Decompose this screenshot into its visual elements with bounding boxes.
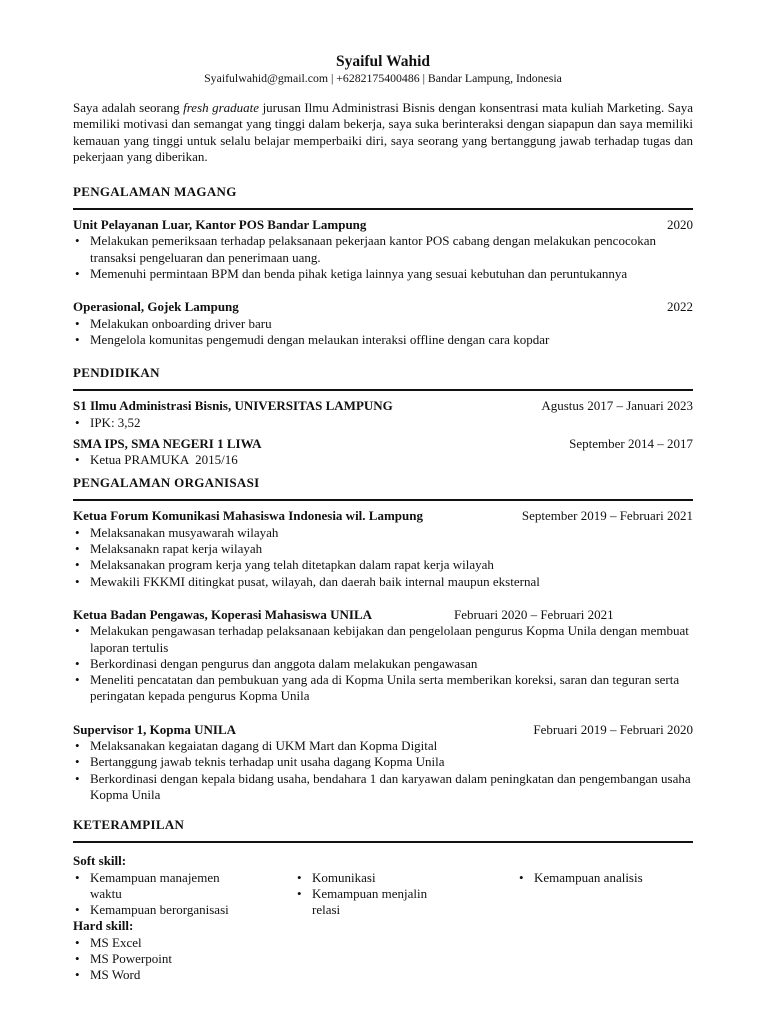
list-item: • Melakukan pengawasan terhadap pelaksanaan kebijakan dan pengelolaan pengurus Kopma Unila dengan membuat laporan tertulis xyxy=(73,623,693,656)
soft-skill-columns xyxy=(73,870,693,919)
soft-skill-label: Soft skill: xyxy=(73,853,127,869)
section-title: PENGALAMAN ORGANISASI xyxy=(73,475,260,491)
entry-supervisor xyxy=(73,722,693,803)
list-item: • Komunikasi xyxy=(295,870,517,886)
list-item: • Memenuhi permintaan BPM dan benda pihak ketiga lainnya yang sesuai kebutuhan dan peruntukannya xyxy=(73,266,693,282)
section-title: PENDIDIKAN xyxy=(73,365,160,381)
bullet-list xyxy=(73,452,693,468)
entry-date: September 2019 – Februari 2021 xyxy=(521,508,693,524)
list-item: • Melakukan onboarding driver baru xyxy=(73,316,693,332)
section-skills xyxy=(73,817,693,983)
entry-header xyxy=(73,722,693,738)
entry-fkkmi xyxy=(73,508,693,589)
list-item: • Kemampuan berorganisasi xyxy=(73,902,295,918)
list-item: • Ketua PRAMUKA 2015/16 xyxy=(73,452,693,468)
entry-title: S1 Ilmu Administrasi Bisnis, UNIVERSITAS LAMPUNG xyxy=(73,398,393,414)
section-internship xyxy=(73,184,693,348)
summary-italic-term: fresh graduate xyxy=(183,100,260,115)
soft-skill-list-3 xyxy=(517,870,693,919)
entry-date: September 2014 – 2017 xyxy=(569,435,693,451)
entry-title: Supervisor 1, Kopma UNILA xyxy=(73,721,237,737)
entry-header xyxy=(73,508,693,524)
bullet-list xyxy=(73,525,693,590)
list-item: • Bertanggung jawab teknis terhadap unit usaha dagang Kopma Unila xyxy=(73,754,693,770)
entry-university xyxy=(73,398,693,431)
entry-title: Operasional, Gojek Lampung xyxy=(73,299,239,315)
section-divider xyxy=(73,499,693,501)
entry-title: Ketua Forum Komunikasi Mahasiswa Indonesia wil. Lampung xyxy=(73,508,423,524)
bullet-list xyxy=(73,738,693,803)
bullet-list xyxy=(73,623,693,704)
list-item: • Kemampuan manajemen waktu xyxy=(73,870,295,903)
entry-badan-pengawas xyxy=(73,607,693,705)
list-item: • Melaksanakan program kerja yang telah ditetapkan dalam rapat kerja wilayah xyxy=(73,557,693,573)
list-item: • Melaksanakn rapat kerja wilayah xyxy=(73,541,693,557)
section-divider xyxy=(73,841,693,843)
hard-skill-list xyxy=(73,935,693,984)
entry-date: Februari 2019 – Februari 2020 xyxy=(533,721,693,737)
list-item: • IPK: 3,52 xyxy=(73,415,693,431)
entry-date: Agustus 2017 – Januari 2023 xyxy=(541,398,693,414)
candidate-name: Syaiful Wahid xyxy=(335,53,431,70)
soft-skill-list-1 xyxy=(73,870,295,919)
section-divider xyxy=(73,389,693,391)
section-title: PENGALAMAN MAGANG xyxy=(73,184,237,200)
list-item: • Mewakili FKKMI ditingkat pusat, wilayah, dan daerah baik internal maupun eksternal xyxy=(73,574,693,590)
list-item: • Berkordinasi dengan kepala bidang usaha, bendahara 1 dan karyawan dalam peningkatan dan pengembangan usaha Kopma Unila xyxy=(73,771,693,804)
section-education xyxy=(73,365,693,468)
entry-gojek xyxy=(73,299,693,348)
entry-header xyxy=(73,217,693,233)
entry-header xyxy=(73,398,693,414)
entry-header xyxy=(73,607,693,623)
entry-title: Unit Pelayanan Luar, Kantor POS Bandar Lampung xyxy=(73,217,367,233)
entry-date: 2022 xyxy=(667,299,693,315)
entry-title: SMA IPS, SMA NEGERI 1 LIWA xyxy=(73,435,262,451)
entry-pos xyxy=(73,217,693,282)
entry-highschool xyxy=(73,436,693,469)
resume-content xyxy=(73,53,693,984)
bullet-list xyxy=(73,415,693,431)
entry-date: Februari 2020 – Februari 2021 xyxy=(454,606,614,622)
section-divider xyxy=(73,208,693,210)
bullet-list xyxy=(73,316,693,349)
summary-text-end: jurusan Ilmu Administrasi Bisnis dengan konsentrasi mata kuliah Marketing. Saya memiliki motivasi dan semangat yang tinggi dalam bekerja, saya suka berinteraksi dengan siapapun dan saya memiliki kemauan yang tinggi untuk selalu belajar memperbaiki diri, saya seorang yang bertanggung jawab terhadap tugas dan pekerjaan yang diberikan. xyxy=(73,100,693,164)
entry-title: Ketua Badan Pengawas, Koperasi Mahasiswa UNILA xyxy=(73,606,373,622)
soft-skill-list-2 xyxy=(295,870,517,919)
entry-date: 2020 xyxy=(667,217,693,233)
entry-header xyxy=(73,299,693,315)
list-item: • Melakukan pemeriksaan terhadap pelaksanaan pekerjaan kantor POS cabang dengan melakukan pencocokan transaksi pengeluaran dan penerimaan uang. xyxy=(73,233,693,266)
list-item: • Meneliti pencatatan dan pembukuan yang ada di Kopma Unila serta memberikan koreksi, saran dan teguran serta peringatan kepada pengurus Kopma Unila xyxy=(73,672,693,705)
profile-summary xyxy=(73,100,693,165)
list-item: • MS Word xyxy=(73,967,693,983)
bullet-list xyxy=(73,233,693,282)
list-item: • Melaksanakan kegaiatan dagang di UKM Mart dan Kopma Digital xyxy=(73,738,693,754)
contact-info: Syaifulwahid@gmail.com | +6282175400486 | Bandar Lampung, Indonesia xyxy=(204,71,562,85)
list-item: • MS Excel xyxy=(73,935,693,951)
entry-header xyxy=(73,436,693,452)
list-item: • Melaksanakan musyawarah wilayah xyxy=(73,525,693,541)
list-item: • Kemampuan menjalin relasi xyxy=(295,886,517,919)
summary-text-start: Saya adalah seorang xyxy=(73,100,184,115)
list-item: • Mengelola komunitas pengemudi dengan melaukan interaksi offline dengan cara kopdar xyxy=(73,332,693,348)
list-item: • Berkordinasi dengan pengurus dan anggota dalam melakukan pengawasan xyxy=(73,656,693,672)
section-organization xyxy=(73,475,693,803)
list-item: • Kemampuan analisis xyxy=(517,870,693,886)
list-item: • MS Powerpoint xyxy=(73,951,693,967)
hard-skill-label: Hard skill: xyxy=(73,918,134,934)
section-title: KETERAMPILAN xyxy=(73,817,185,833)
